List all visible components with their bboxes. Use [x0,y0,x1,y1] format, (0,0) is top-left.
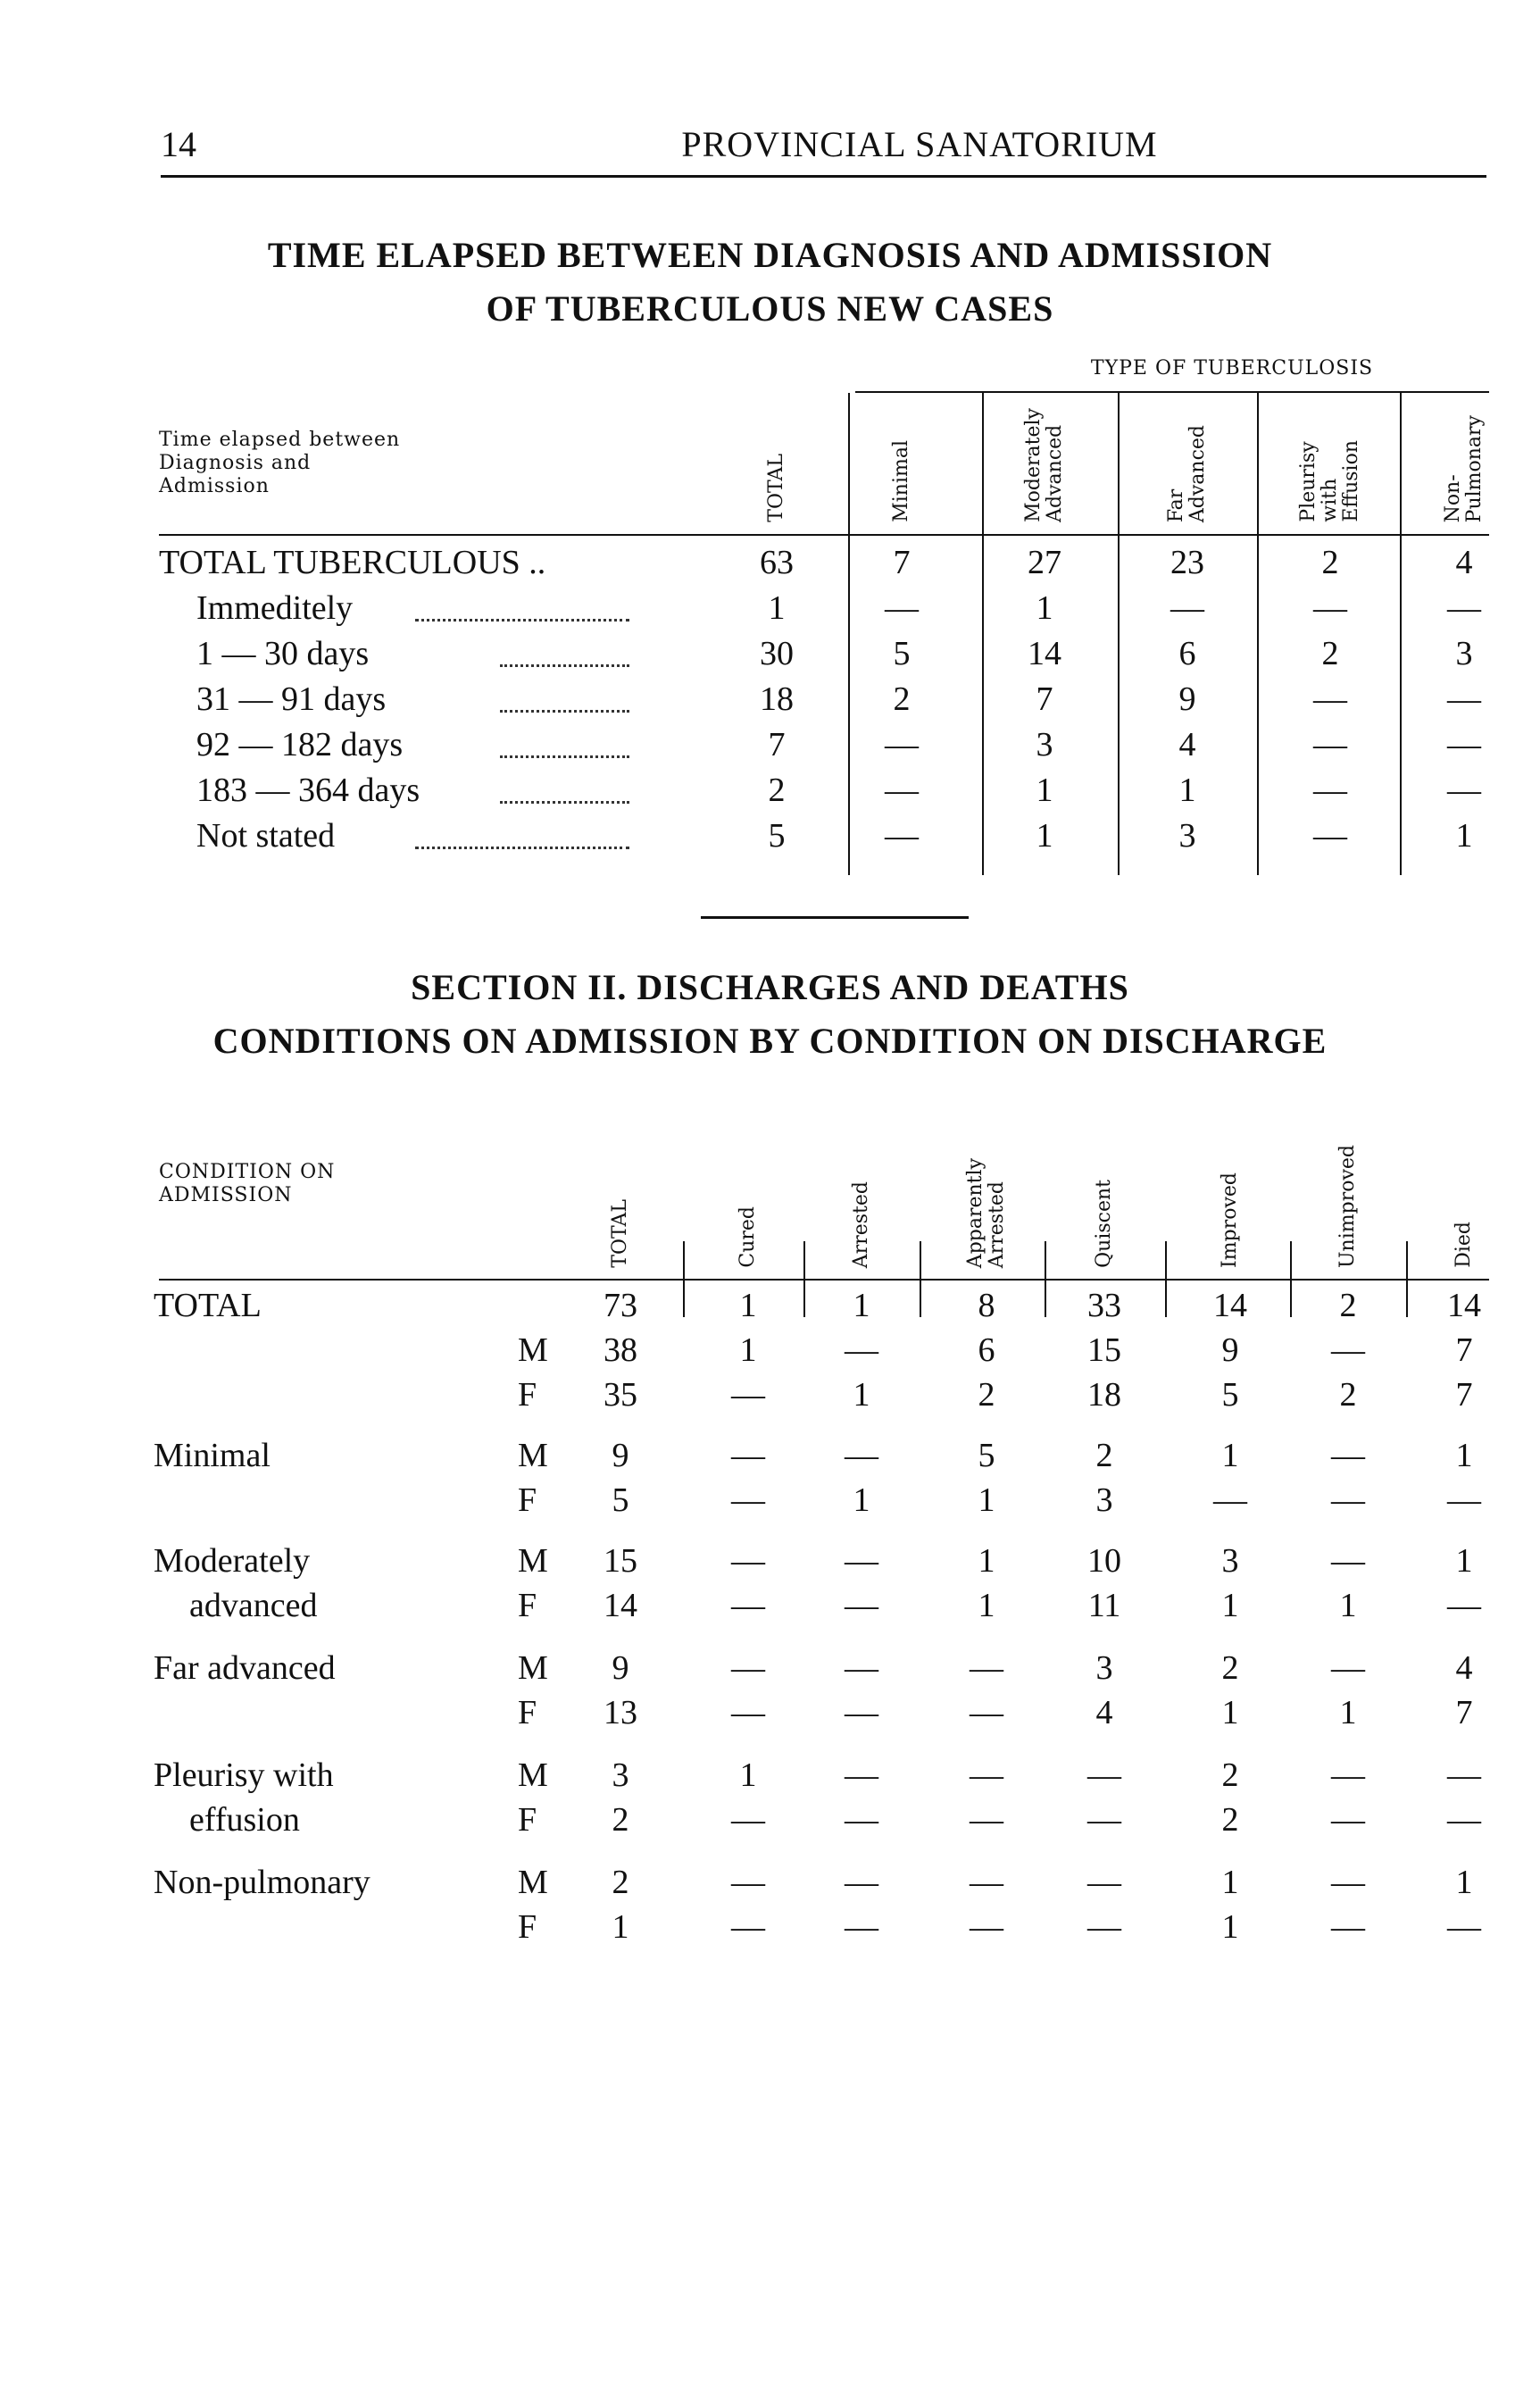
table1-column-rule [1118,393,1120,875]
table1-cell: 3 [1036,726,1053,763]
running-title: PROVINCIAL SANATORIUM [681,124,1158,164]
table2-cell: — [1447,1801,1481,1839]
table2-cell: 1 [853,1287,870,1324]
table2-cell: 2 [1221,1756,1239,1794]
table2-cell: — [731,1801,765,1839]
table2-cell: 1 [739,1756,757,1794]
table2-sex-label: M [518,1756,548,1794]
table2-colhead-text: Cured [737,1206,759,1268]
table1-row-label: 183 — 364 days [196,772,420,809]
table2-cell: — [970,1649,1003,1687]
table1-cell: 2 [893,680,911,718]
table2-cell: — [731,1649,765,1687]
table1-cell: 18 [760,680,794,718]
table1-cell: — [1313,726,1347,763]
table2-cell: — [1447,1587,1481,1624]
table2-colhead-arrested [851,1181,872,1268]
table2-cell: 73 [604,1287,637,1324]
table2-colhead-improved [1220,1172,1241,1268]
table2-cell: 8 [978,1287,995,1324]
table2-stub-header: CONDITION ON ADMISSION [159,1161,336,1206]
table1-leader-dots [500,801,629,804]
table2-sex-label: F [518,1908,537,1946]
table1-cell: 1 [1178,772,1196,809]
table1-row-label: Immeditely [196,589,354,627]
table2-cell: — [845,1587,878,1624]
table1-cell: 1 [1036,817,1053,855]
table2-cell: 2 [1221,1649,1239,1687]
table2-cell: 13 [604,1694,637,1731]
table1-cell: — [1313,817,1347,855]
table2-cell: 4 [1455,1649,1473,1687]
table2-sex-label: M [518,1542,548,1580]
table2-row-label: Minimal [154,1437,271,1474]
table2-cell: — [1331,1649,1365,1687]
table2-cell: — [845,1542,878,1580]
table1-header-rule [159,534,1489,536]
table2-sex-label: F [518,1376,537,1414]
table1-cell: 23 [1170,544,1204,581]
table1-column-headers [0,393,1540,522]
table1-row-label: 31 — 91 days [196,680,387,718]
table2-sex-label: F [518,1587,537,1624]
table2-cell: — [845,1801,878,1839]
table2-row-label: Moderately [154,1542,311,1580]
table2-cell: 3 [1095,1649,1113,1687]
table2-cell: — [1331,1756,1365,1794]
table2-cell: — [845,1437,878,1474]
table2-cell: 18 [1087,1376,1121,1414]
table2-cell: 35 [604,1376,637,1414]
table2-cell: 1 [978,1587,995,1624]
table2-cell: — [1331,1331,1365,1369]
table2-cell: — [731,1481,765,1519]
table2-column-rule [683,1241,685,1317]
table1-colhead-text: Minimal [890,440,912,522]
table1-title-line2: OF TUBERCULOUS NEW CASES [486,288,1054,329]
table1-cell: 1 [768,589,786,627]
table2-cell: — [1087,1908,1121,1946]
running-head [161,123,1486,178]
table2-cell: 1 [1221,1864,1239,1901]
table2-colhead-quiscent [1094,1180,1115,1268]
table1-cell: 2 [768,772,786,809]
table2-row-label: Far advanced [154,1649,336,1687]
table2-colhead-text: Died [1453,1222,1475,1268]
table2-cell: — [1331,1908,1365,1946]
table2-cell: 15 [1087,1331,1121,1369]
table1-cell: — [1447,726,1481,763]
table2-cell: — [731,1376,765,1414]
table2-colhead-text: Apparently Arrested [964,1157,1008,1268]
table1-cell: 3 [1178,817,1196,855]
table2-cell: 1 [1339,1694,1357,1731]
table2-cell: 1 [853,1376,870,1414]
table2-cell: — [970,1756,1003,1794]
table2-cell: — [845,1649,878,1687]
table1-cell: 7 [1036,680,1053,718]
table1-cell: 30 [760,635,794,672]
table2-cell: 14 [604,1587,637,1624]
table1-cell: 1 [1036,772,1053,809]
table1-cell: 4 [1178,726,1196,763]
table2-cell: 38 [604,1331,637,1369]
table1-stub-header: Time elapsed between Diagnosis and Admission [159,429,401,497]
table2-cell: 2 [1221,1801,1239,1839]
table2-cell: 1 [739,1331,757,1369]
table2-colhead-text: TOTAL [609,1199,631,1268]
table2-colhead-cured [737,1206,759,1268]
table1-cell: — [1447,589,1481,627]
table1-cell: — [885,772,919,809]
table1-cell: — [885,817,919,855]
table1-cell: 3 [1455,635,1473,672]
table2-cell: 1 [739,1287,757,1324]
table2-cell: — [845,1331,878,1369]
table1-leader-dots [500,710,629,713]
table1-row-label: 92 — 182 days [196,726,404,763]
table2-cell: 1 [978,1481,995,1519]
table1-cell: — [1313,589,1347,627]
table1-row-label: Not stated [196,817,336,855]
table2-cell: 33 [1087,1287,1121,1324]
table1-cell: 63 [760,544,794,581]
table2-cell: — [731,1587,765,1624]
table1-leader-dots [415,847,629,849]
table2-sex-label: M [518,1331,548,1369]
table2-cell: — [1331,1437,1365,1474]
table1-colhead-pleurisy-with-effusion [1298,440,1362,522]
table2-cell: — [731,1908,765,1946]
table2-cell: 1 [1221,1587,1239,1624]
table2-cell: — [970,1864,1003,1901]
table2-cell: 2 [612,1864,629,1901]
table1-leader-dots [500,664,629,667]
table2-sex-label: F [518,1481,537,1519]
table2-row-label: Non-pulmonary [154,1864,370,1901]
table2-cell: 5 [1221,1376,1239,1414]
table2-cell: 5 [612,1481,629,1519]
table2-row-label: Pleurisy with [154,1756,334,1794]
table2-cell: — [970,1908,1003,1946]
table1-column-rule [1257,393,1259,875]
table1-colhead-minimal [891,440,912,522]
table2-cell: 15 [604,1542,637,1580]
table1-colhead-non-pulmonary [1443,415,1486,522]
table2-cell: 14 [1213,1287,1247,1324]
table2-cell: — [1087,1864,1121,1901]
table1-cell: — [1313,772,1347,809]
table2-cell: 2 [1339,1287,1357,1324]
table2-cell: 1 [1455,1542,1473,1580]
table2-cell: 3 [1221,1542,1239,1580]
table1-cell: 7 [893,544,911,581]
table2-cell: — [1447,1908,1481,1946]
table2-colhead-apparently-arrested [965,1158,1008,1268]
table2-sex-label: M [518,1649,548,1687]
table2-colhead-text: Arrested [850,1180,872,1268]
table1-colhead-total [766,454,787,522]
table2-cell: — [1087,1756,1121,1794]
table2-title-line2: CONDITIONS ON ADMISSION BY CONDITION ON DISCHARGE [212,1021,1328,1061]
table2-colhead-total [610,1199,631,1268]
table1-cell: 1 [1455,817,1473,855]
table2-cell: 9 [612,1649,629,1687]
table2-cell: 3 [1095,1481,1113,1519]
table2-cell: — [1087,1801,1121,1839]
table2-cell: — [731,1694,765,1731]
table1-leader-dots [415,619,629,622]
table1-cell: — [1447,772,1481,809]
table1-cell: 2 [1321,544,1339,581]
table2-sex-label: M [518,1864,548,1901]
table2-cell: 14 [1447,1287,1481,1324]
table2-cell: 9 [612,1437,629,1474]
table1-colhead-text: Pleurisy with Effusion [1297,440,1362,522]
table2-cell: — [845,1908,878,1946]
table2-cell: — [845,1864,878,1901]
table1-cell: — [1313,680,1347,718]
table2-column-headers [0,1103,1540,1268]
table1-cell: — [1170,589,1204,627]
table1-title-line1: TIME ELAPSED BETWEEN DIAGNOSIS AND ADMISSION [267,235,1273,275]
table2-cell: 1 [612,1908,629,1946]
table2-cell: 10 [1087,1542,1121,1580]
section-separator [701,916,969,919]
table1-cell: — [885,726,919,763]
table1-cell: — [1447,680,1481,718]
table1-cell: 5 [893,635,911,672]
table2-cell: — [970,1694,1003,1731]
table1-colhead-far-advanced [1166,425,1209,522]
table2-cell: — [845,1694,878,1731]
table1-colhead-moderately-advanced [1023,408,1066,522]
table1-colhead-text: Far Advanced [1165,424,1209,522]
table2-colhead-text: Improved [1219,1172,1241,1268]
table2-cell: 2 [1339,1376,1357,1414]
table2-cell: 1 [978,1542,995,1580]
table2-colhead-died [1453,1222,1475,1268]
table2-colhead-text: Unimproved [1336,1145,1359,1268]
table1-cell: — [885,589,919,627]
table1-cell: 5 [768,817,786,855]
table2-colhead-text: Quiscent [1093,1180,1115,1268]
table2-row-label: TOTAL [154,1287,262,1324]
table1-cell: 4 [1455,544,1473,581]
table1-cell: 2 [1321,635,1339,672]
table2-cell: 5 [978,1437,995,1474]
table2-cell: 2 [978,1376,995,1414]
table2-cell: 1 [1221,1437,1239,1474]
table2-sex-label: F [518,1694,537,1731]
table2-title-line1: SECTION II. DISCHARGES AND DEATHS [411,967,1129,1007]
table2-cell: 1 [1339,1587,1357,1624]
table2-cell: 2 [612,1801,629,1839]
table2-cell: 1 [1455,1437,1473,1474]
table1-cell: 1 [1036,589,1053,627]
table1-group-header: TYPE OF TUBERCULOSIS [1090,357,1374,380]
table1-cell: 7 [768,726,786,763]
table2-cell: 6 [978,1331,995,1369]
table2-cell: 1 [1221,1908,1239,1946]
table2-cell: 7 [1455,1376,1473,1414]
table1-colhead-text: TOTAL [765,454,787,522]
table2-cell: — [731,1542,765,1580]
table2-cell: — [1331,1864,1365,1901]
table2-cell: — [731,1864,765,1901]
table1-cell: 6 [1178,635,1196,672]
table2-cell: — [1213,1481,1247,1519]
table2-colhead-unimproved [1337,1145,1359,1268]
table1-row-label: 1 — 30 days [196,635,370,672]
table2-cell: — [845,1756,878,1794]
table2-cell: — [731,1437,765,1474]
table2-cell: 2 [1095,1437,1113,1474]
page-number: 14 [161,124,196,164]
table2-cell: 1 [1455,1864,1473,1901]
table2-cell: 9 [1221,1331,1239,1369]
table2-cell: 7 [1455,1331,1473,1369]
table2-sex-label: F [518,1801,537,1839]
table2-cell: — [970,1801,1003,1839]
table1-leader-dots [500,755,629,758]
table2-sex-label: M [518,1437,548,1474]
table1-colhead-text: Non- Pulmonary [1442,414,1486,522]
table1-cell: 14 [1028,635,1061,672]
table1-cell: 9 [1178,680,1196,718]
table2-row-label: effusion [189,1801,300,1839]
table2-cell: — [1447,1756,1481,1794]
table2-cell: 7 [1455,1694,1473,1731]
table1-cell: 27 [1028,544,1061,581]
table2-cell: 4 [1095,1694,1113,1731]
table2-cell: — [1331,1801,1365,1839]
table1-row-label: TOTAL TUBERCULOUS .. [159,544,546,581]
table2-cell: 11 [1087,1587,1121,1624]
table1-colhead-text: Moderately Advanced [1022,408,1066,522]
table2-cell: 1 [853,1481,870,1519]
table2-cell: 1 [1221,1694,1239,1731]
table2-cell: — [1331,1542,1365,1580]
table2-cell: 3 [612,1756,629,1794]
table2-cell: — [1331,1481,1365,1519]
table2-row-label: advanced [189,1587,318,1624]
table2-cell: — [1447,1481,1481,1519]
